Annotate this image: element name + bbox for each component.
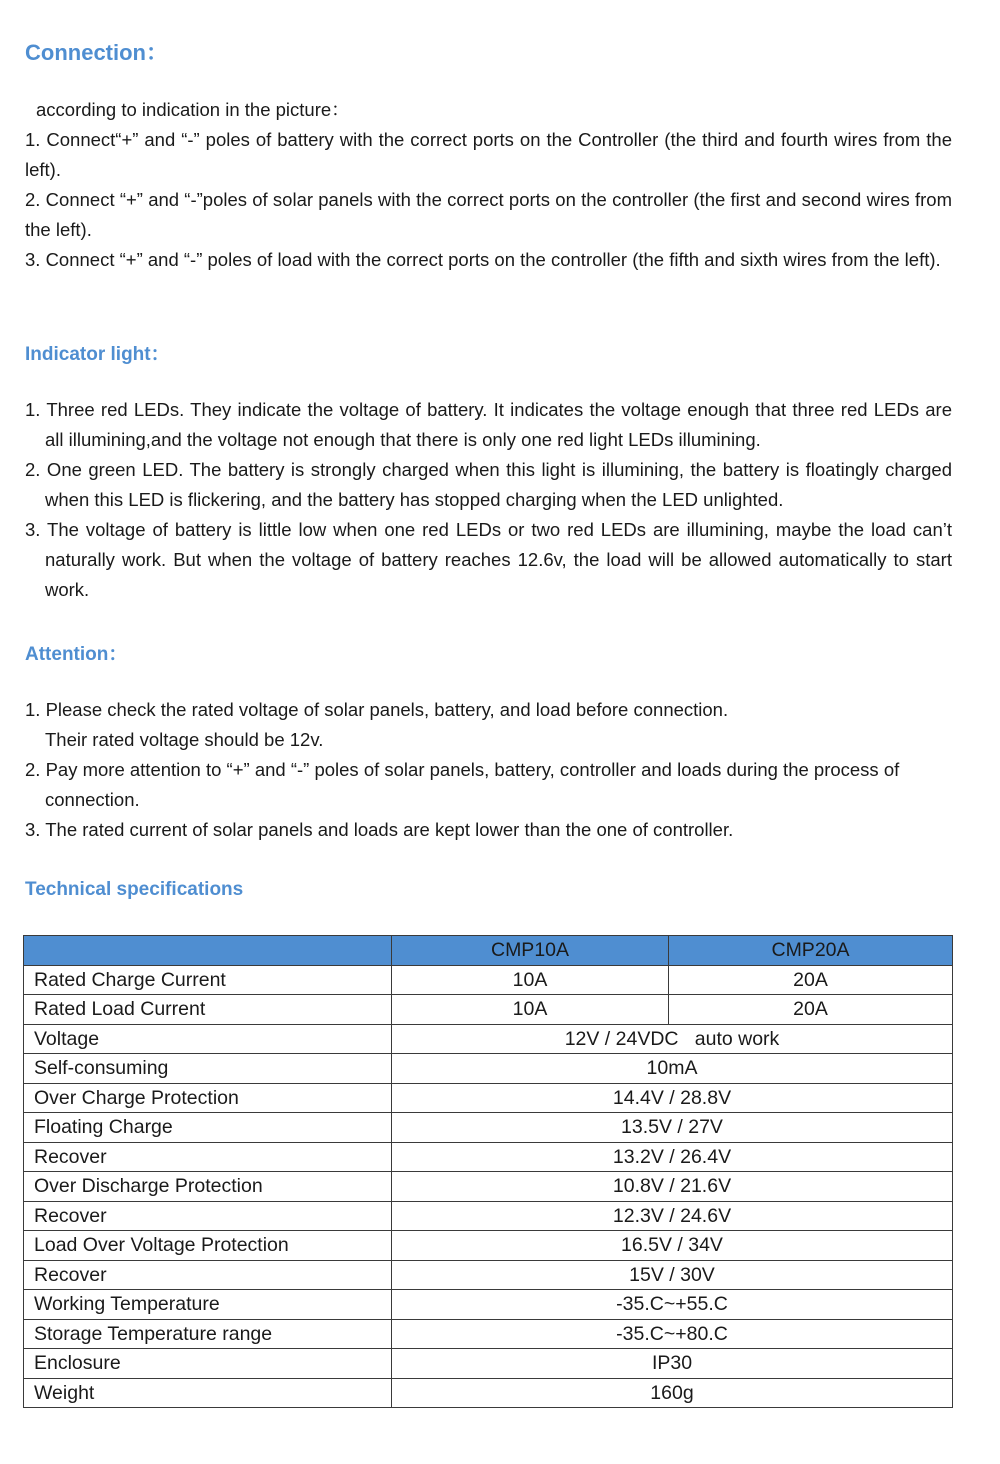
- spec-value: 16.5V / 34V: [392, 1231, 953, 1261]
- spec-label: Over Discharge Protection: [24, 1172, 392, 1202]
- table-row: [24, 1290, 953, 1320]
- spec-value: 10mA: [392, 1054, 953, 1084]
- table-row: [24, 1054, 953, 1084]
- spec-value: 12.3V / 24.6V: [392, 1201, 953, 1231]
- attention-item: 3. The rated current of solar panels and loads are kept lower than the one of controller.: [25, 819, 734, 840]
- spec-label: Weight: [24, 1378, 392, 1408]
- connection-item: 1. Connect“+” and “-” poles of battery with the correct ports on the Controller (the third and fourth wires from the left).: [25, 129, 952, 180]
- table-row: [24, 965, 953, 995]
- spec-value: 20A: [669, 965, 953, 995]
- specs-table: [23, 935, 953, 1408]
- specs-header-cell: [24, 936, 392, 966]
- connection-intro: according to indication in the picture：: [36, 99, 350, 120]
- spec-label: Rated Charge Current: [24, 965, 392, 995]
- connection-heading: Connection：: [25, 40, 168, 65]
- table-row: [24, 1349, 953, 1379]
- specs-header-cell: CMP10A: [392, 936, 669, 966]
- spec-value: 160g: [392, 1378, 953, 1408]
- attention-section: [25, 695, 952, 845]
- indicator-section: [25, 395, 952, 605]
- spec-label: Over Charge Protection: [24, 1083, 392, 1113]
- spec-label: Working Temperature: [24, 1290, 392, 1320]
- spec-label: Rated Load Current: [24, 995, 392, 1025]
- table-row: [24, 1231, 953, 1261]
- spec-value: IP30: [392, 1349, 953, 1379]
- spec-value: 10.8V / 21.6V: [392, 1172, 953, 1202]
- table-row: [24, 1319, 953, 1349]
- connection-item: 2. Connect “+” and “-”poles of solar panels with the correct ports on the controller (the first and second wires from the left).: [25, 189, 952, 240]
- spec-value: 20A: [669, 995, 953, 1025]
- connection-section: [25, 95, 952, 275]
- connection-item: 3. Connect “+” and “-” poles of load with the correct ports on the controller (the fifth and sixth wires from the left).: [25, 249, 941, 270]
- spec-value: 13.2V / 26.4V: [392, 1142, 953, 1172]
- spec-label: Recover: [24, 1201, 392, 1231]
- spec-label: Load Over Voltage Protection: [24, 1231, 392, 1261]
- spec-label: Self-consuming: [24, 1054, 392, 1084]
- indicator-item: 1. Three red LEDs. They indicate the voltage of battery. It indicates the voltage enough that three red LEDs are all illumining,and the voltage not enough that there is only one red light LEDs illumining.: [25, 399, 952, 450]
- table-row: [24, 1113, 953, 1143]
- spec-value: 10A: [392, 965, 669, 995]
- table-row: [24, 1142, 953, 1172]
- spec-value: 14.4V / 28.8V: [392, 1083, 953, 1113]
- specs-header-cell: CMP20A: [669, 936, 953, 966]
- spec-label: Recover: [24, 1142, 392, 1172]
- attention-item: 2. Pay more attention to “+” and “-” poles of solar panels, battery, controller and loads during the process of connection.: [25, 759, 900, 810]
- table-row: [24, 995, 953, 1025]
- indicator-heading: Indicator light：: [25, 344, 170, 365]
- attention-heading: Attention：: [25, 644, 128, 665]
- spec-label: Recover: [24, 1260, 392, 1290]
- specs-heading: Technical specifications: [25, 879, 244, 900]
- spec-value: 15V / 30V: [392, 1260, 953, 1290]
- specs-header-row: [24, 936, 953, 966]
- spec-value: 12V / 24VDC auto work: [392, 1024, 953, 1054]
- table-row: [24, 1172, 953, 1202]
- table-row: [24, 1201, 953, 1231]
- table-row: [24, 1260, 953, 1290]
- spec-label: Enclosure: [24, 1349, 392, 1379]
- table-row: [24, 1083, 953, 1113]
- spec-label: Floating Charge: [24, 1113, 392, 1143]
- spec-value: 13.5V / 27V: [392, 1113, 953, 1143]
- spec-value: 10A: [392, 995, 669, 1025]
- spec-value: -35.C~+55.C: [392, 1290, 953, 1320]
- indicator-item: 2. One green LED. The battery is strongly charged when this light is illumining, the battery is floatingly charged when this LED is flickering, and the battery has stopped charging when the LED unlighted.: [25, 459, 952, 510]
- table-row: [24, 1024, 953, 1054]
- spec-value: -35.C~+80.C: [392, 1319, 953, 1349]
- attention-item: 1. Please check the rated voltage of solar panels, battery, and load before connection.: [25, 699, 729, 720]
- spec-label: Storage Temperature range: [24, 1319, 392, 1349]
- attention-item-continuation: Their rated voltage should be 12v.: [45, 729, 324, 750]
- spec-label: Voltage: [24, 1024, 392, 1054]
- table-row: [24, 1378, 953, 1408]
- indicator-item: 3. The voltage of battery is little low when one red LEDs or two red LEDs are illumining, maybe the load can’t naturally work. But when the voltage of battery reaches 12.6v, the load will be allowed automatically to start work.: [25, 519, 952, 600]
